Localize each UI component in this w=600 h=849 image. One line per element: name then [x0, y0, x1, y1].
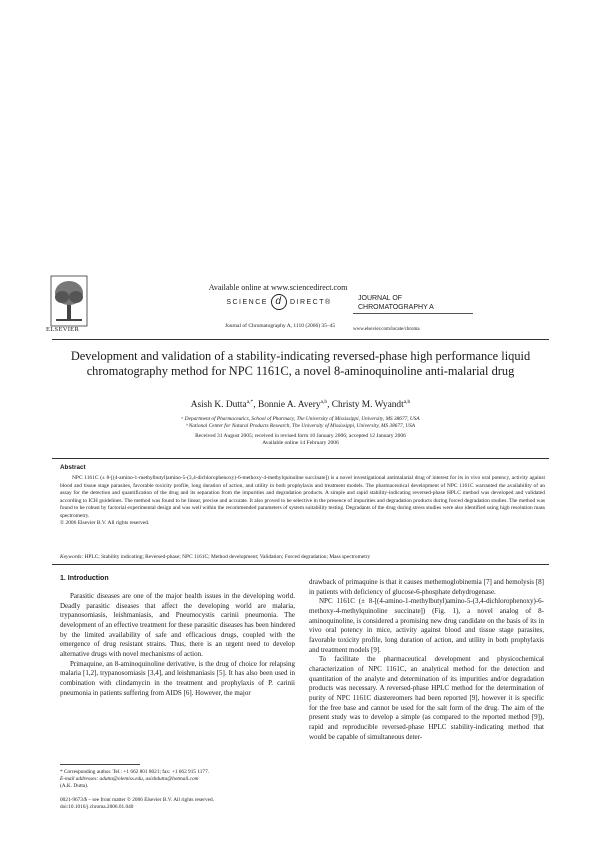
- abstract-heading: Abstract: [60, 464, 86, 471]
- paragraph: Parasitic diseases are one of the major health issues in the developing world. Deadly parasitic diseases that affect the developing world are malaria, trypanosomiasis, leishmaniasis, and Pneumocystis carinii pneumonia. The development of an effective treatment for these parasitic diseases has been hindered by the limited availability of safe and efficacious drugs, coupled with the emergence of drug resistant strains. Thus, there is an urgent need to develop alternative drugs with novel mechanisms of action.: [60, 592, 295, 658]
- keywords-list: HPLC; Stability indicating; Reversed-phase; NPC 1161C; Method development; Validation; Forced degradation; Mass spectrometry: [84, 554, 371, 560]
- author-name: Christy M. Wyandt: [331, 400, 404, 411]
- header-divider: [52, 339, 549, 340]
- abstract-copyright: © 2006 Elsevier B.V. All rights reserved.: [60, 520, 150, 526]
- author-affiliation-mark: a,b: [320, 399, 328, 405]
- issn-line: 0021-9673/$ – see front matter © 2006 Elsevier B.V. All rights reserved.: [60, 797, 214, 803]
- corresponding-author-note: * Corresponding author. Tel.: +1 662 801 8021; fax: +1 662 915 1177.: [60, 769, 210, 775]
- doi-link[interactable]: doi:10.1016/j.chroma.2006.01.040: [60, 804, 134, 810]
- abstract-top-divider: [52, 458, 549, 459]
- footnote-author-initials: (A.K. Dutta).: [60, 783, 89, 789]
- journal-citation: Journal of Chromatography A, 1110 (2006) 35–45: [224, 323, 336, 329]
- abstract-body: [60, 475, 545, 528]
- author-separator: ,: [253, 400, 258, 411]
- article-title: Development and validation of a stability-indicating reversed-phase high performance liquid chromatography method for NPC 1161C, a novel 8-aminoquinoline anti-malarial drug: [70, 349, 531, 378]
- author-name: Asish K. Dutta: [190, 400, 247, 411]
- available-online-line: Available online at www.sciencedirect.com: [208, 283, 348, 292]
- affiliation-a: ᵃ Department of Pharmaceutics, School of Pharmacy, The University of Mississippi, University, MS 38677, USA: [181, 416, 420, 422]
- online-date: Available online 14 February 2006: [262, 440, 339, 446]
- body-column-left: [60, 592, 295, 698]
- email-addresses[interactable]: E-mail addresses: adutta@olemiss.edu, asishdutta@hotmail.com: [60, 776, 199, 782]
- keywords: [60, 554, 545, 560]
- sd-right-text: DIRECT®: [289, 298, 332, 306]
- sd-left-text: SCIENCE: [226, 298, 268, 306]
- body-column-right: [309, 578, 544, 742]
- section-heading: 1. Introduction: [60, 575, 109, 582]
- author-name: Bonnie A. Avery: [257, 400, 321, 411]
- journal-title-line-1: JOURNAL OF: [358, 295, 403, 302]
- sd-mark: d: [271, 294, 287, 310]
- publisher-name: ELSEVIER: [46, 326, 80, 333]
- paragraph: To facilitate the pharmaceutical development and physicochemical characterization of NPC 1161C, an analytical method for the detection and quantitation of the analyte and determination of its impurities and/or degradation products was necessary. A reversed-phase HPLC method for the determination of purity of NPC 1161C diastereomers had been reported [9], however it is specific for the free base and cannot be used for the salt form of the drug. The aim of the present study was to develop a simple (as compared to the reported method [9]), rapid and reproducible reversed-phase HPLC stability-indicating method that would be capable of simultaneous deter-: [309, 655, 544, 741]
- author-affiliation-mark: a,*: [246, 399, 254, 405]
- elsevier-tree-logo: [50, 275, 88, 327]
- paragraph: Primaquine, an 8-aminoquinoline derivative, is the drug of choice for relapsing malaria [1,2], trypanosomiasis [3,4], and leishmaniasis [5]. It has also been used in combination with clindamycin in the treatment and prophylaxis of P. carinii pneumonia in patients suffering from AIDS [6]. However, the major: [60, 659, 295, 697]
- keywords-label: Keywords:: [60, 554, 84, 560]
- paragraph: drawback of primaquine is that it causes methemoglobinemia [7] and hemolysis [8] in patients with deficiency of glucose-6-phosphate dehydrogenase.: [309, 578, 544, 596]
- journal-title-line-2: CHROMATOGRAPHY A: [358, 304, 434, 311]
- journal-rule: [353, 313, 473, 314]
- abstract-bottom-divider: [52, 564, 549, 565]
- journal-url[interactable]: www.elsevier.com/locate/chroma: [353, 327, 420, 332]
- sciencedirect-logo: [188, 294, 370, 310]
- footnote-rule: [60, 764, 140, 765]
- received-dates: Received 31 August 2005; received in revised form 10 January 2006; accepted 12 January 2006: [195, 433, 406, 439]
- abstract-text: NPC 1161C (± 8-[(4-amino-1-methylbutyl)amino-5-(3,4-dichlorophenoxy)-6-methoxy-4-methylquinoline succinate]) is a novel investigational antimalarial drug of interest for its in vivo oral potency, activity against blood and tissue stage parasites, favorable toxicity profile, long duration of action, and utility in both prophylaxis and treatment models. The pharmaceutical development of NPC 1161C warranted the availability of an assay for the detection and quantification of the drug and its separation from the impurities and degradation products. A simple and rapid stability-indicating reversed-phase HPLC method was developed and validated according to ICH guidelines. The method was found to be linear, precise and accurate. It also proved to be selective in the presence of impurities and degradation products during forced degradation studies. The method was found to be robust by factorial experimental design and was well within the recommended parameters of system suitability testing. Degradants of the drug during stress studies were also identified using high resolution mass spectrometry.: [60, 475, 545, 519]
- author-separator: ,: [327, 400, 332, 411]
- affiliation-b: ᵇ National Center for Natural Products Research, The University of Mississippi, University, MS 38677, USA: [185, 423, 416, 429]
- paragraph: NPC 1161C (± 8-[(4-amino-1-methylbutyl)amino-5-(3,4-dichlorophenoxy)-6-methoxy-4-methylquinoline succinate]) (Fig. 1), a novel analog of 8-aminoquinoline, is considered a promising new drug candidate on the basis of its in vivo oral potency in mice, activity against blood and tissue stage parasites, favorable toxicity profile, long duration of action, and utility in both prophylaxis and treatment models [9].: [309, 597, 544, 654]
- author-list: [52, 399, 549, 410]
- journal-title-block: [358, 294, 478, 312]
- author-affiliation-mark: a,b: [403, 399, 411, 405]
